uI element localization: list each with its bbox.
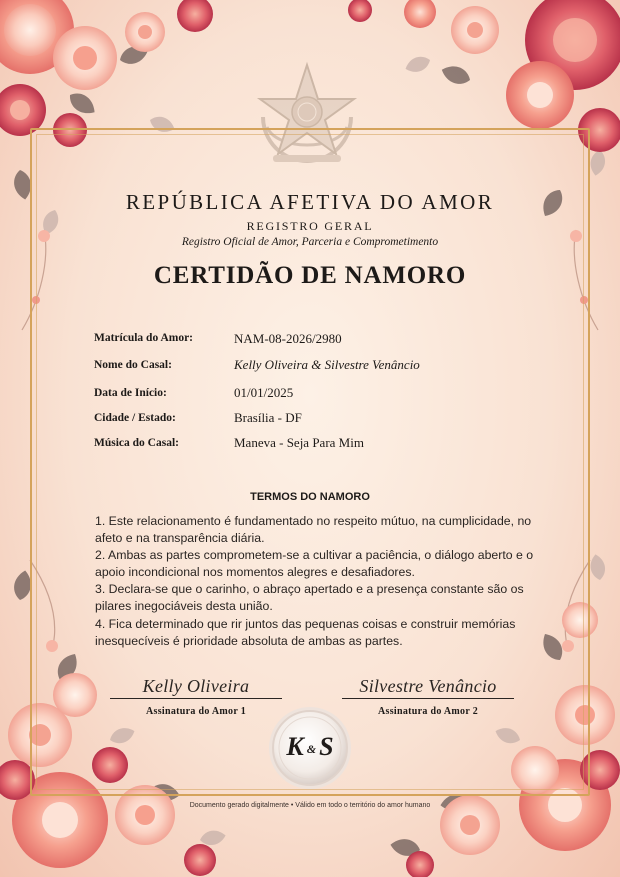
signature-1-line: [110, 698, 282, 699]
seal-initials: [270, 732, 350, 762]
field-label-city-state: Cidade / Estado:: [94, 412, 176, 424]
terms-title: TERMOS DO NAMORO: [250, 491, 370, 503]
signature-2-label: Assinatura do Amor 2: [378, 706, 478, 717]
rose-flower-icon: [53, 26, 117, 90]
term-item: 1. Este relacionamento é fundamentado no respeito mútuo, na cumplicidade, no afeto e na transparência diária.: [95, 514, 532, 546]
field-value-couple-song: Maneva - Seja Para Mim: [234, 435, 364, 450]
field-label-registration: Matrícula do Amor:: [94, 332, 194, 344]
field-value-city-state: Brasília - DF: [234, 410, 302, 425]
rose-flower-icon: [506, 61, 574, 129]
terms-list: [95, 513, 535, 650]
term-item: 2. Ambas as partes comprometem-se a cultivar a paciência, o diálogo aberto e o apoio incondicional nos momentos alegres e desafiadores.: [95, 548, 534, 580]
term-item: 3. Declara-se que o carinho, o abraço apertado e a presença constante são os pilares inegociáveis desta união.: [95, 582, 524, 614]
field-label-start-date: Data de Início:: [94, 387, 167, 399]
certificate-title: CERTIDÃO DE NAMORO: [153, 262, 467, 289]
signature-1-script: Kelly Oliveira: [142, 676, 250, 696]
field-value-couple-name: Kelly Oliveira & Silvestre Venâncio: [234, 357, 420, 372]
republic-title: REPÚBLICA AFETIVA DO AMOR: [125, 190, 495, 214]
footer-note: Documento gerado digitalmente • Válido em todo o território do amor humano: [189, 802, 431, 809]
registry-heading: REGISTRO GERAL: [246, 219, 374, 233]
field-label-couple-name: Nome do Casal:: [94, 359, 172, 371]
field-label-couple-song: Música do Casal:: [94, 437, 179, 449]
seal-initial-right: S: [319, 732, 334, 761]
seal-initial-left: K: [286, 732, 304, 761]
signature-1-label: Assinatura do Amor 1: [146, 706, 246, 717]
seal-ampersand: &: [306, 741, 317, 756]
signature-2-line: [342, 698, 514, 699]
term-item: 4. Fica determinado que rir juntos das pequenas coisas e construir memórias inesquecíveis é prioridade absoluta de ambas as partes.: [95, 616, 516, 648]
rose-flower-icon: [451, 6, 499, 54]
field-value-registration: NAM-08-2026/2980: [234, 331, 342, 346]
signature-2-script: Silvestre Venâncio: [359, 676, 497, 696]
rose-flower-icon: [125, 12, 165, 52]
registry-subtitle: Registro Oficial de Amor, Parceria e Comprometimento: [181, 236, 439, 248]
field-value-start-date: 01/01/2025: [234, 385, 294, 400]
